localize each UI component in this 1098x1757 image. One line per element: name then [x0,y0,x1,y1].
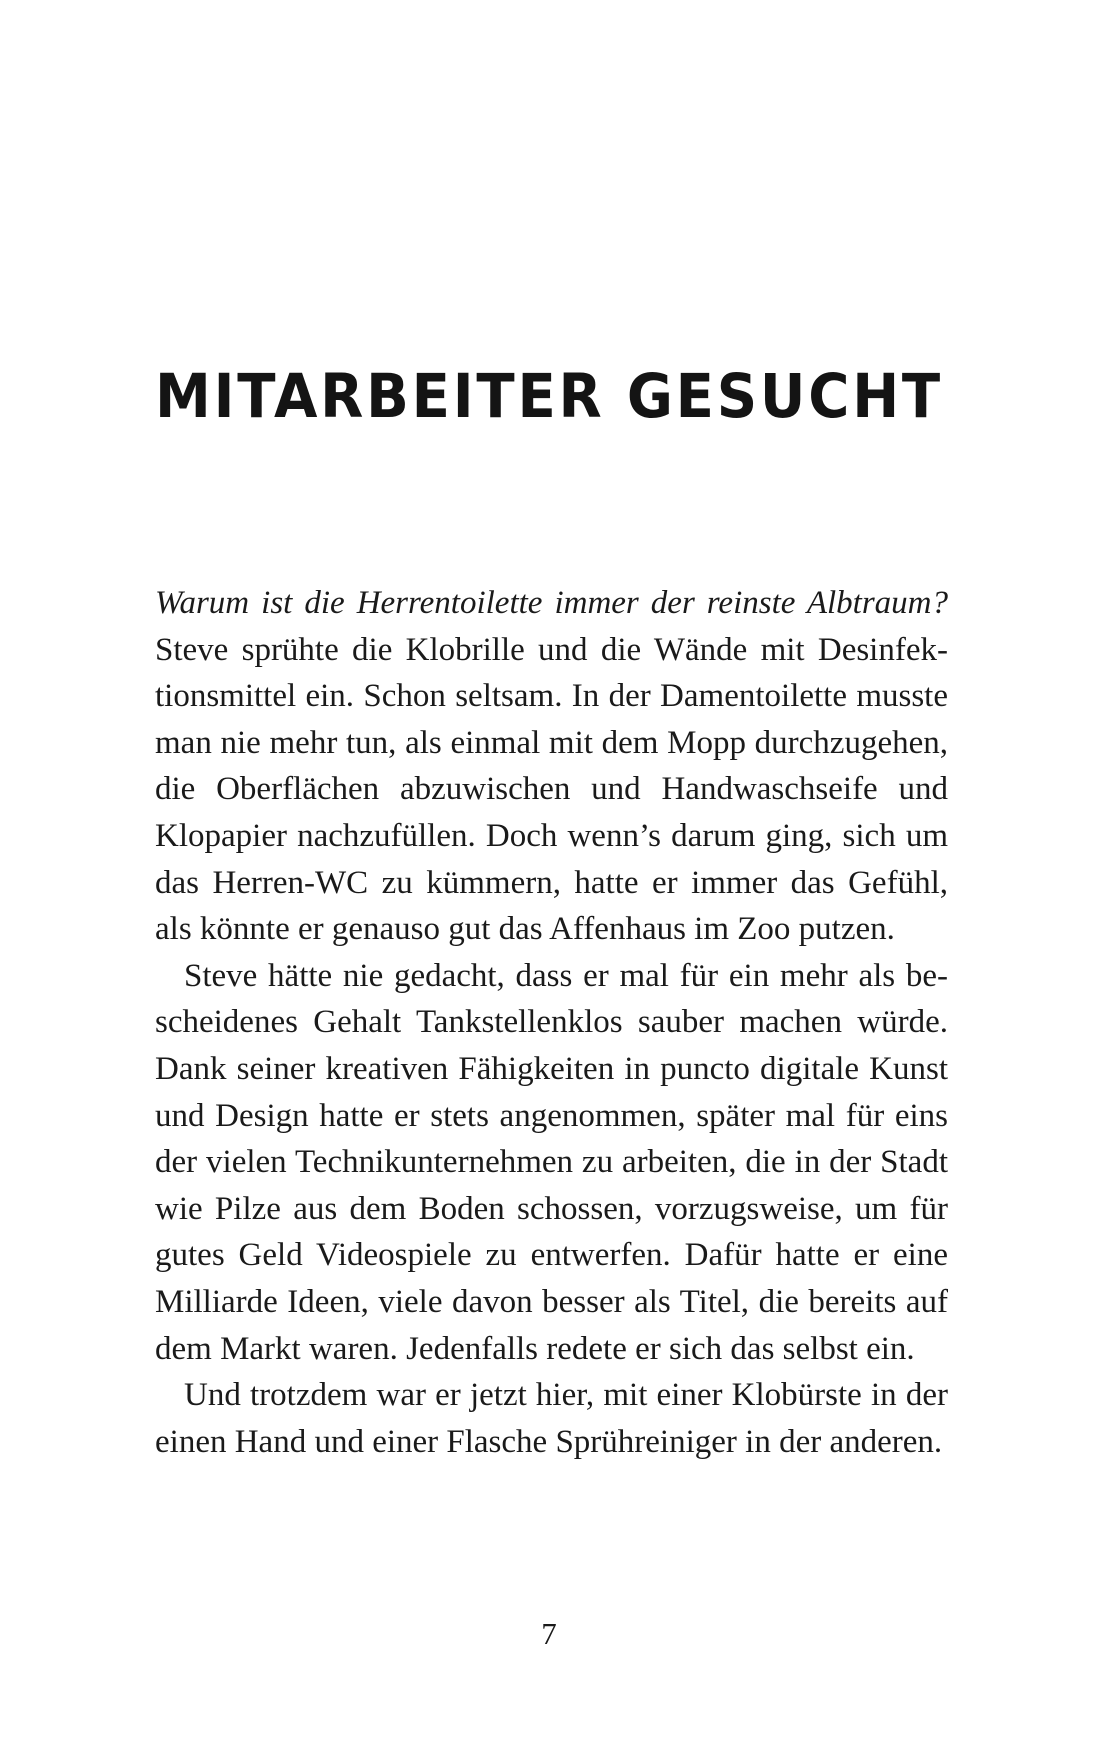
page-number: 7 [541,1616,557,1651]
paragraph-2: Steve hätte nie gedacht, dass er mal für ein mehr als bescheidenes Gehalt Tankstellenklos sauber machen würde. Dank seiner kreativen Fähigkeiten in puncto digitale Kunst und Design hatte er stets angenommen, später mal für eins der vielen Technikunternehmen zu arbeiten, die in der Stadt wie Pilze aus dem Boden schossen, vorzugsweise, um für gutes Geld Videospiele zu entwerfen. Dafür hatte er eine Milliarde Ideen, viele davon besser als Titel, die bereits auf dem Markt waren. Jedenfalls redete er sich das selbst ein. [155,957,948,1367]
paragraph-1-text: Steve sprühte die Klobrille und die Wände mit Desinfektionsmittel ein. Schon seltsam. In der Damentoilette musste man nie mehr tun, als einmal mit dem Mopp durchzugehen, die Oberflächen abzuwischen und Handwaschseife und Klopapier nachzufüllen. Doch wenn’s darum ging, sich um das Herren-WC zu kümmern, hatte er immer das Gefühl, als könnte er genauso gut das Affenhaus im Zoo putzen. [155,631,948,948]
paragraph-3: Und trotzdem war er jetzt hier, mit einer Klobürste in der einen Hand und einer Flasche Sprühreiniger in der anderen. [155,1377,948,1460]
chapter-title: MITARBEITER GESUCHT [155,361,943,432]
paragraph-1-italic-lead: Warum ist die Herrentoilette immer der reinste Albtraum? [155,585,948,621]
paragraph-1 [155,580,948,953]
body-text [155,580,948,1465]
